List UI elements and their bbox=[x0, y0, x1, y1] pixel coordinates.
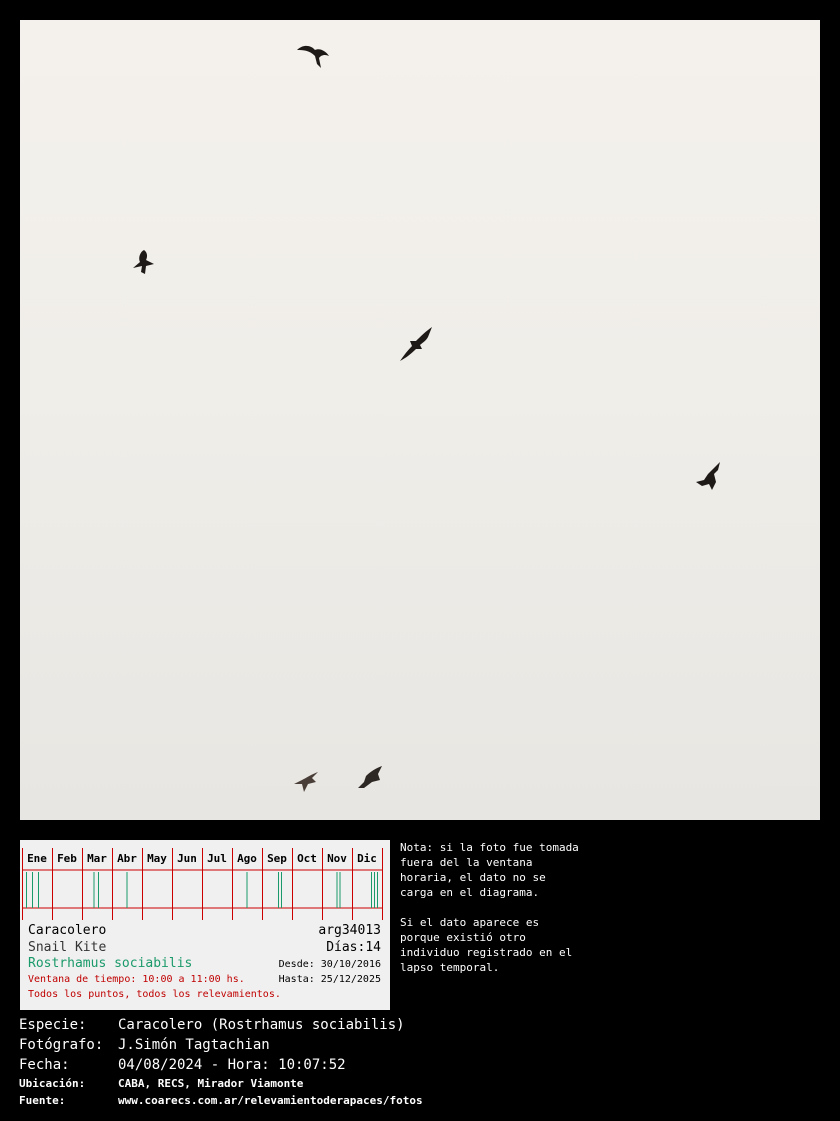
records-card bbox=[20, 840, 390, 1010]
info-row-fecha bbox=[19, 1057, 819, 1077]
info-label: Fuente: bbox=[19, 1094, 66, 1107]
info-value: www.coarecs.com.ar/relevamientoderapaces/fotos bbox=[118, 1094, 423, 1107]
month-label: Mar bbox=[87, 852, 107, 865]
time-window: Ventana de tiempo: 10:00 a 11:00 hs. bbox=[28, 974, 245, 985]
date-from: Desde: 30/10/2016 bbox=[278, 959, 381, 970]
info-row-fuente bbox=[19, 1094, 819, 1111]
bird-silhouette-icon bbox=[398, 325, 436, 365]
info-row-especie bbox=[19, 1017, 819, 1037]
date-to: Hasta: 25/12/2025 bbox=[278, 974, 381, 985]
info-value: Caracolero (Rostrhamus sociabilis) bbox=[118, 1017, 405, 1033]
month-label: Ago bbox=[237, 852, 257, 865]
bird-photo bbox=[20, 20, 820, 820]
note-text bbox=[400, 840, 580, 990]
info-label: Fotógrafo: bbox=[19, 1037, 104, 1053]
month-label: Nov bbox=[327, 852, 347, 865]
photo-info bbox=[19, 1017, 819, 1111]
bird-silhouette-icon bbox=[356, 764, 386, 792]
scope-note: Todos los puntos, todos los relevamientos. bbox=[28, 989, 281, 1000]
bird-silhouette-icon bbox=[130, 248, 158, 278]
info-value: 04/08/2024 - Hora: 10:07:52 bbox=[118, 1057, 346, 1073]
species-common-name: Caracolero bbox=[28, 923, 107, 938]
month-label: Oct bbox=[297, 852, 317, 865]
month-label: Ene bbox=[27, 852, 47, 865]
info-label: Ubicación: bbox=[19, 1077, 86, 1090]
bird-silhouette-icon bbox=[694, 460, 724, 494]
info-row-fotografo bbox=[19, 1037, 819, 1057]
species-english-name: Snail Kite bbox=[28, 940, 107, 955]
month-label: May bbox=[147, 852, 167, 865]
days-count: Días:14 bbox=[326, 940, 381, 955]
info-value: J.Simón Tagtachian bbox=[118, 1037, 270, 1053]
note-paragraph-2: Si el dato aparece es porque existió otro individuo registrado en el lapso temporal. bbox=[400, 916, 573, 974]
month-label: Abr bbox=[117, 852, 137, 865]
month-label: Feb bbox=[57, 852, 77, 865]
info-label: Especie: bbox=[19, 1017, 87, 1033]
species-code: arg34013 bbox=[318, 923, 381, 938]
bird-silhouette-icon bbox=[292, 770, 322, 794]
info-row-ubicacion bbox=[19, 1077, 819, 1094]
month-label: Sep bbox=[267, 852, 287, 865]
bird-silhouette-icon bbox=[295, 42, 331, 70]
month-label: Dic bbox=[357, 852, 377, 865]
month-label: Jun bbox=[177, 852, 197, 865]
monthly-diagram bbox=[20, 840, 390, 920]
note-paragraph-1: Nota: si la foto fue tomada fuera del la ventana horaria, el dato no se carga en el diagrama. bbox=[400, 841, 579, 899]
info-label: Fecha: bbox=[19, 1057, 70, 1073]
species-scientific-name: Rostrhamus sociabilis bbox=[28, 956, 193, 971]
month-label: Jul bbox=[207, 852, 227, 865]
info-value: CABA, RECS, Mirador Viamonte bbox=[118, 1077, 304, 1090]
